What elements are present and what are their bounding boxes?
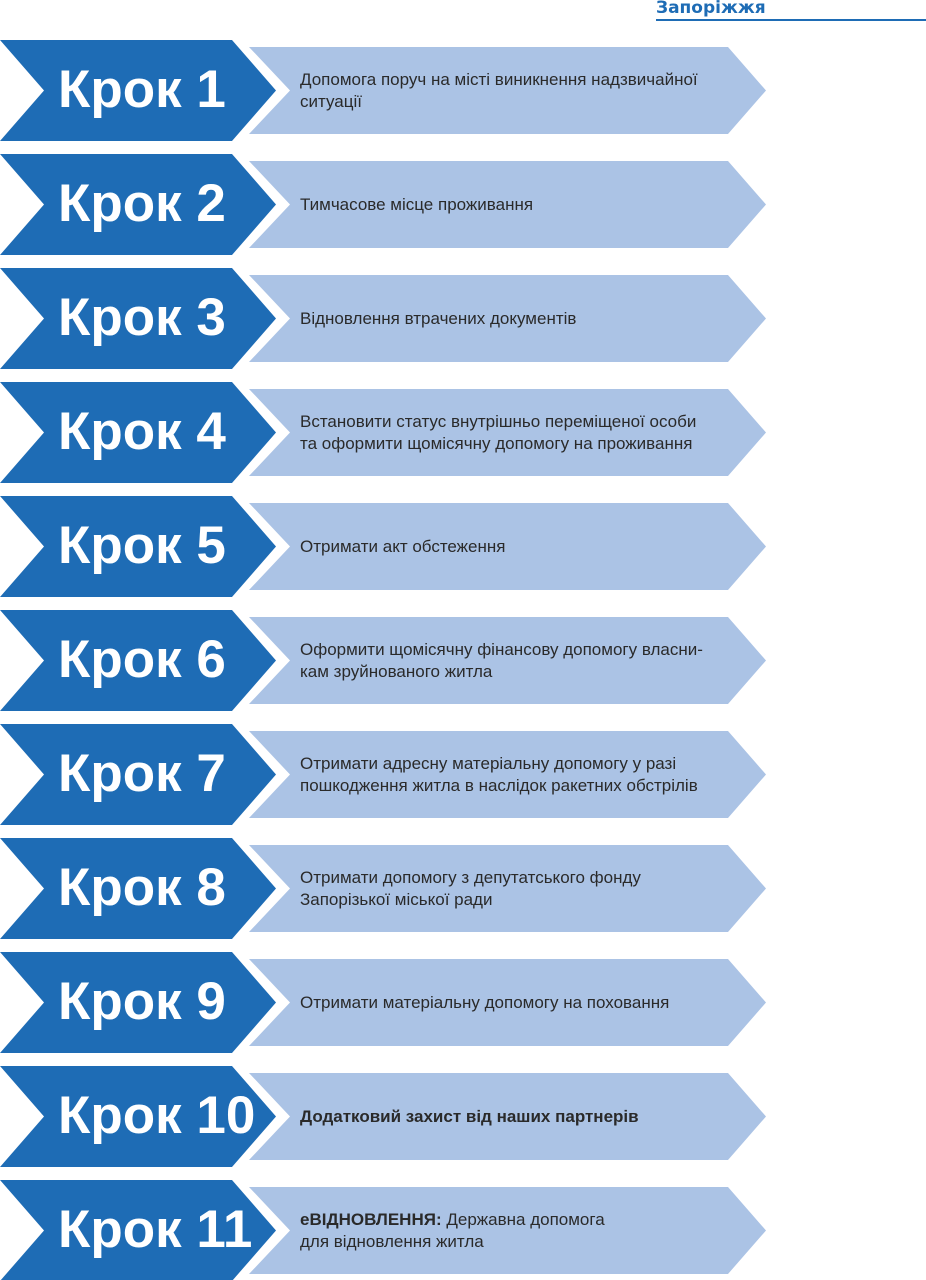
step-description-line: Отримати акт обстеження [300, 536, 506, 556]
step-description-line: Отримати допомогу з депутатського фонду [300, 867, 641, 887]
step-description-rest: Державна допомога [441, 1209, 605, 1229]
step-label: Крок 5 [58, 516, 226, 575]
page-header-title: Запоріжжя [656, 0, 766, 18]
step-label: Крок 3 [58, 288, 226, 347]
step-description-bold: Додатковий захист від наших партнерів [300, 1106, 639, 1126]
step-row [0, 268, 926, 369]
step-description [300, 154, 740, 255]
step-description-line: пошкодження житла в наслідок ракетних обстрілів [300, 775, 698, 795]
step-description-line: Відновлення втрачених документів [300, 308, 577, 328]
step-description-bold: еВІДНОВЛЕННЯ: [300, 1209, 442, 1229]
step-description [300, 952, 740, 1053]
step-description-line [300, 1209, 740, 1231]
step-description [300, 724, 740, 825]
step-description [300, 268, 740, 369]
step-description-line: Отримати адресну матеріальну допомогу у разі [300, 753, 677, 773]
step-row [0, 610, 926, 711]
step-description-line: Оформити щомісячну фінансову допомогу власни- [300, 639, 703, 659]
step-row [0, 1180, 926, 1280]
step-row [0, 724, 926, 825]
step-label: Крок 2 [58, 174, 226, 233]
header-divider [656, 19, 926, 21]
step-description [300, 40, 740, 141]
step-label: Крок 10 [58, 1086, 256, 1145]
step-label: Крок 8 [58, 858, 226, 917]
step-description-line: ситуації [300, 91, 362, 111]
step-row [0, 382, 926, 483]
step-row [0, 1066, 926, 1167]
step-description [300, 610, 740, 711]
step-label: Крок 9 [58, 972, 226, 1031]
step-description [300, 496, 740, 597]
step-description [300, 382, 740, 483]
step-row [0, 154, 926, 255]
step-label: Крок 4 [58, 402, 226, 461]
step-description-line: Запорізької міської ради [300, 889, 493, 909]
step-description-line: Встановити статус внутрішньо переміщеної особи [300, 411, 697, 431]
step-label: Крок 7 [58, 744, 226, 803]
step-description [300, 1066, 740, 1167]
step-description-line: Тимчасове місце проживання [300, 194, 534, 214]
step-row [0, 838, 926, 939]
step-row [0, 952, 926, 1053]
step-description-line: кам зруйнованого житла [300, 661, 493, 681]
step-label: Крок 11 [58, 1200, 253, 1259]
step-row [0, 40, 926, 141]
step-description-line: Отримати матеріальну допомогу на поховання [300, 992, 670, 1012]
step-description [300, 1180, 740, 1280]
step-description-line: для відновлення житла [300, 1231, 484, 1251]
step-description-line: Допомога поруч на місті виникнення надзвичайної [300, 69, 698, 89]
step-label: Крок 6 [58, 630, 226, 689]
step-description-line [300, 1106, 740, 1128]
step-description-line: та оформити щомісячну допомогу на проживання [300, 433, 693, 453]
step-description [300, 838, 740, 939]
step-row [0, 496, 926, 597]
step-label: Крок 1 [58, 60, 226, 119]
